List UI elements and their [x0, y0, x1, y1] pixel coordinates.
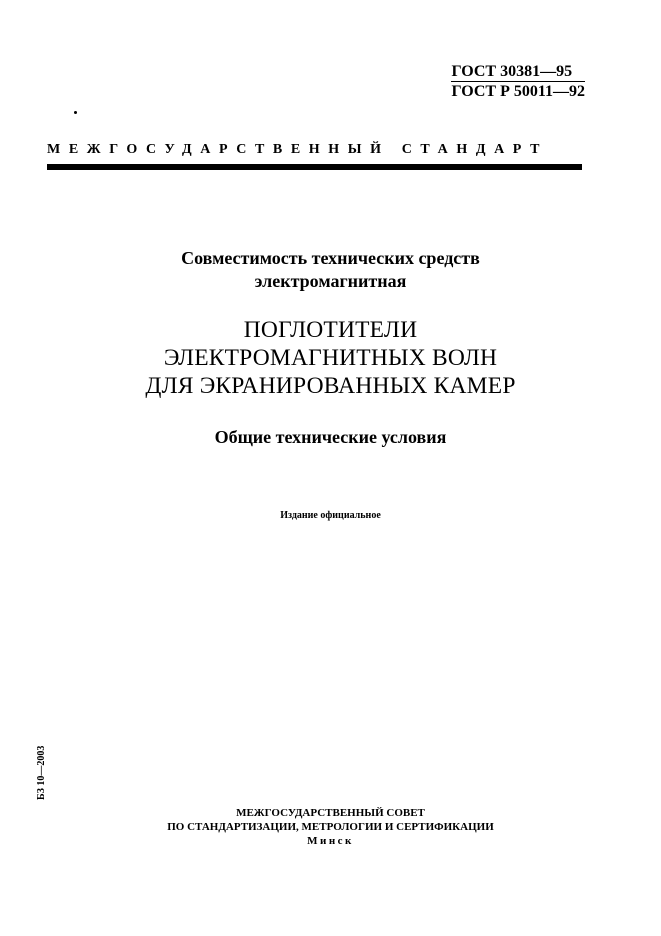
heading-divider [47, 164, 582, 170]
gost-number-block [451, 62, 585, 101]
publisher-line: ПО СТАНДАРТИЗАЦИИ, МЕТРОЛОГИИ И СЕРТИФИКАЦИИ [167, 821, 494, 833]
technical-conditions-title: Общие технические условия [214, 427, 447, 447]
main-title-line: ЭЛЕКТРОМАГНИТНЫХ ВОЛН [163, 345, 498, 371]
publisher-line: МЕЖГОСУДАРСТВЕННЫЙ СОВЕТ [236, 807, 425, 819]
gost-number-primary: ГОСТ 30381—95 [451, 62, 585, 82]
publisher-city: Минск [307, 835, 354, 847]
subtitle-line: электромагнитная [254, 271, 407, 291]
stray-dot-mark [74, 111, 77, 114]
publisher-block [0, 806, 661, 848]
document-subtitle [0, 247, 661, 293]
standard-type-heading: МЕЖГОСУДАРСТВЕННЫЙ СТАНДАРТ [47, 142, 549, 157]
subtitle-line: Совместимость технических средств [181, 248, 480, 268]
side-reference-code: БЗ 10—2003 [36, 745, 47, 800]
main-title-line: ПОГЛОТИТЕЛИ [243, 317, 418, 343]
main-title-line: ДЛЯ ЭКРАНИРОВАННЫХ КАМЕР [145, 373, 516, 399]
edition-label: Издание официальное [280, 510, 381, 521]
document-main-title [0, 316, 661, 400]
gost-number-secondary: ГОСТ Р 50011—92 [451, 83, 585, 100]
